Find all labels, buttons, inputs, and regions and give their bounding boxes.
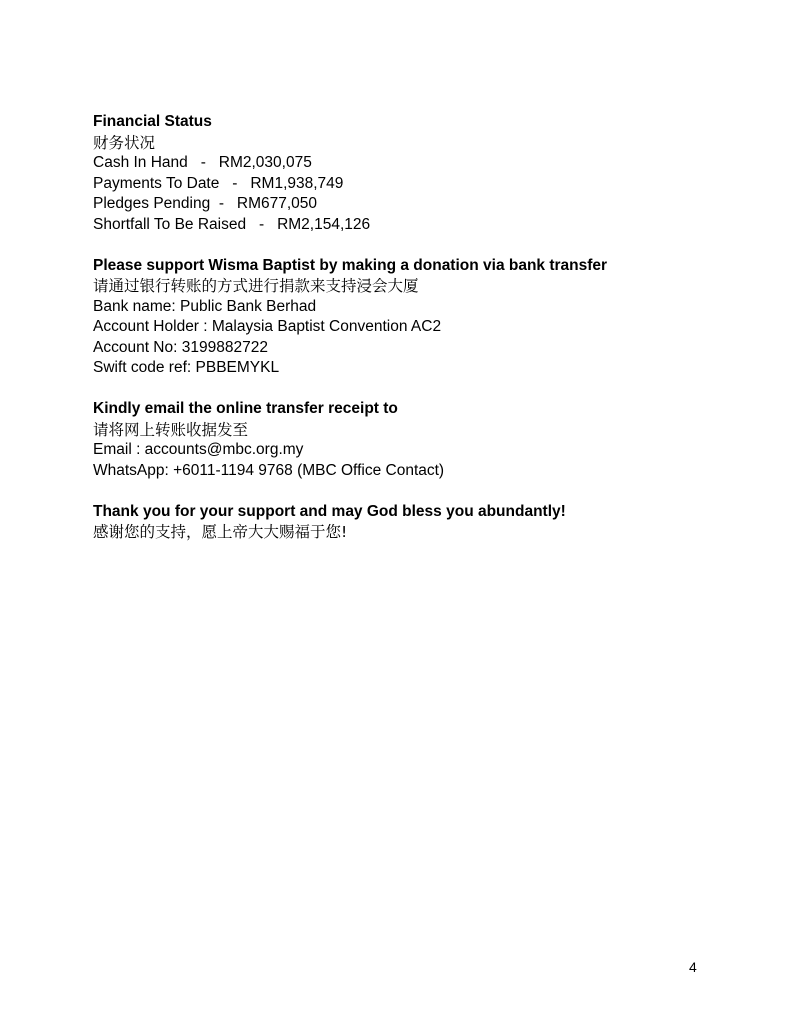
account-holder-line: Account Holder : Malaysia Baptist Convention AC2 <box>93 318 442 335</box>
receipt-heading-chinese: 请将网上转账收据发至 <box>93 420 249 439</box>
spacer <box>93 379 733 400</box>
email-line: Email : accounts@mbc.org.my <box>93 441 304 458</box>
payments-to-date-line: Payments To Date - RM1,938,749 <box>93 174 344 192</box>
shortfall-line: Shortfall To Be Raised - RM2,154,126 <box>93 215 371 233</box>
pledges-pending-line: Pledges Pending - RM677,050 <box>93 195 318 212</box>
page-number: 4 <box>689 959 697 975</box>
donation-section <box>93 256 733 379</box>
receipt-section <box>93 399 733 481</box>
spacer <box>93 481 733 502</box>
swift-code-line: Swift code ref: PBBEMYKL <box>93 359 280 376</box>
closing-section <box>93 502 733 543</box>
whatsapp-line: WhatsApp: +6011-1194 9768 (MBC Office Contact) <box>93 461 445 479</box>
financial-status-heading: Financial Status <box>93 113 212 130</box>
financial-status-heading-chinese: 财务状况 <box>93 133 156 152</box>
cash-in-hand-line: Cash In Hand - RM2,030,075 <box>93 154 312 171</box>
financial-status-section <box>93 112 733 235</box>
receipt-heading: Kindly email the online transfer receipt to <box>93 400 398 417</box>
spacer <box>93 235 733 256</box>
donation-heading-chinese: 请通过银行转账的方式进行捐款来支持浸会大厦 <box>93 277 419 295</box>
bank-name-line: Bank name: Public Bank Berhad <box>93 297 317 315</box>
document-page <box>93 112 733 543</box>
account-number-line: Account No: 3199882722 <box>93 338 268 356</box>
donation-heading: Please support Wisma Baptist by making a donation via bank transfer <box>93 256 608 274</box>
thank-you-line: Thank you for your support and may God bless you abundantly! <box>93 502 566 520</box>
thank-you-line-chinese: 感谢您的支持，愿上帝大大赐福于您! <box>93 523 348 541</box>
